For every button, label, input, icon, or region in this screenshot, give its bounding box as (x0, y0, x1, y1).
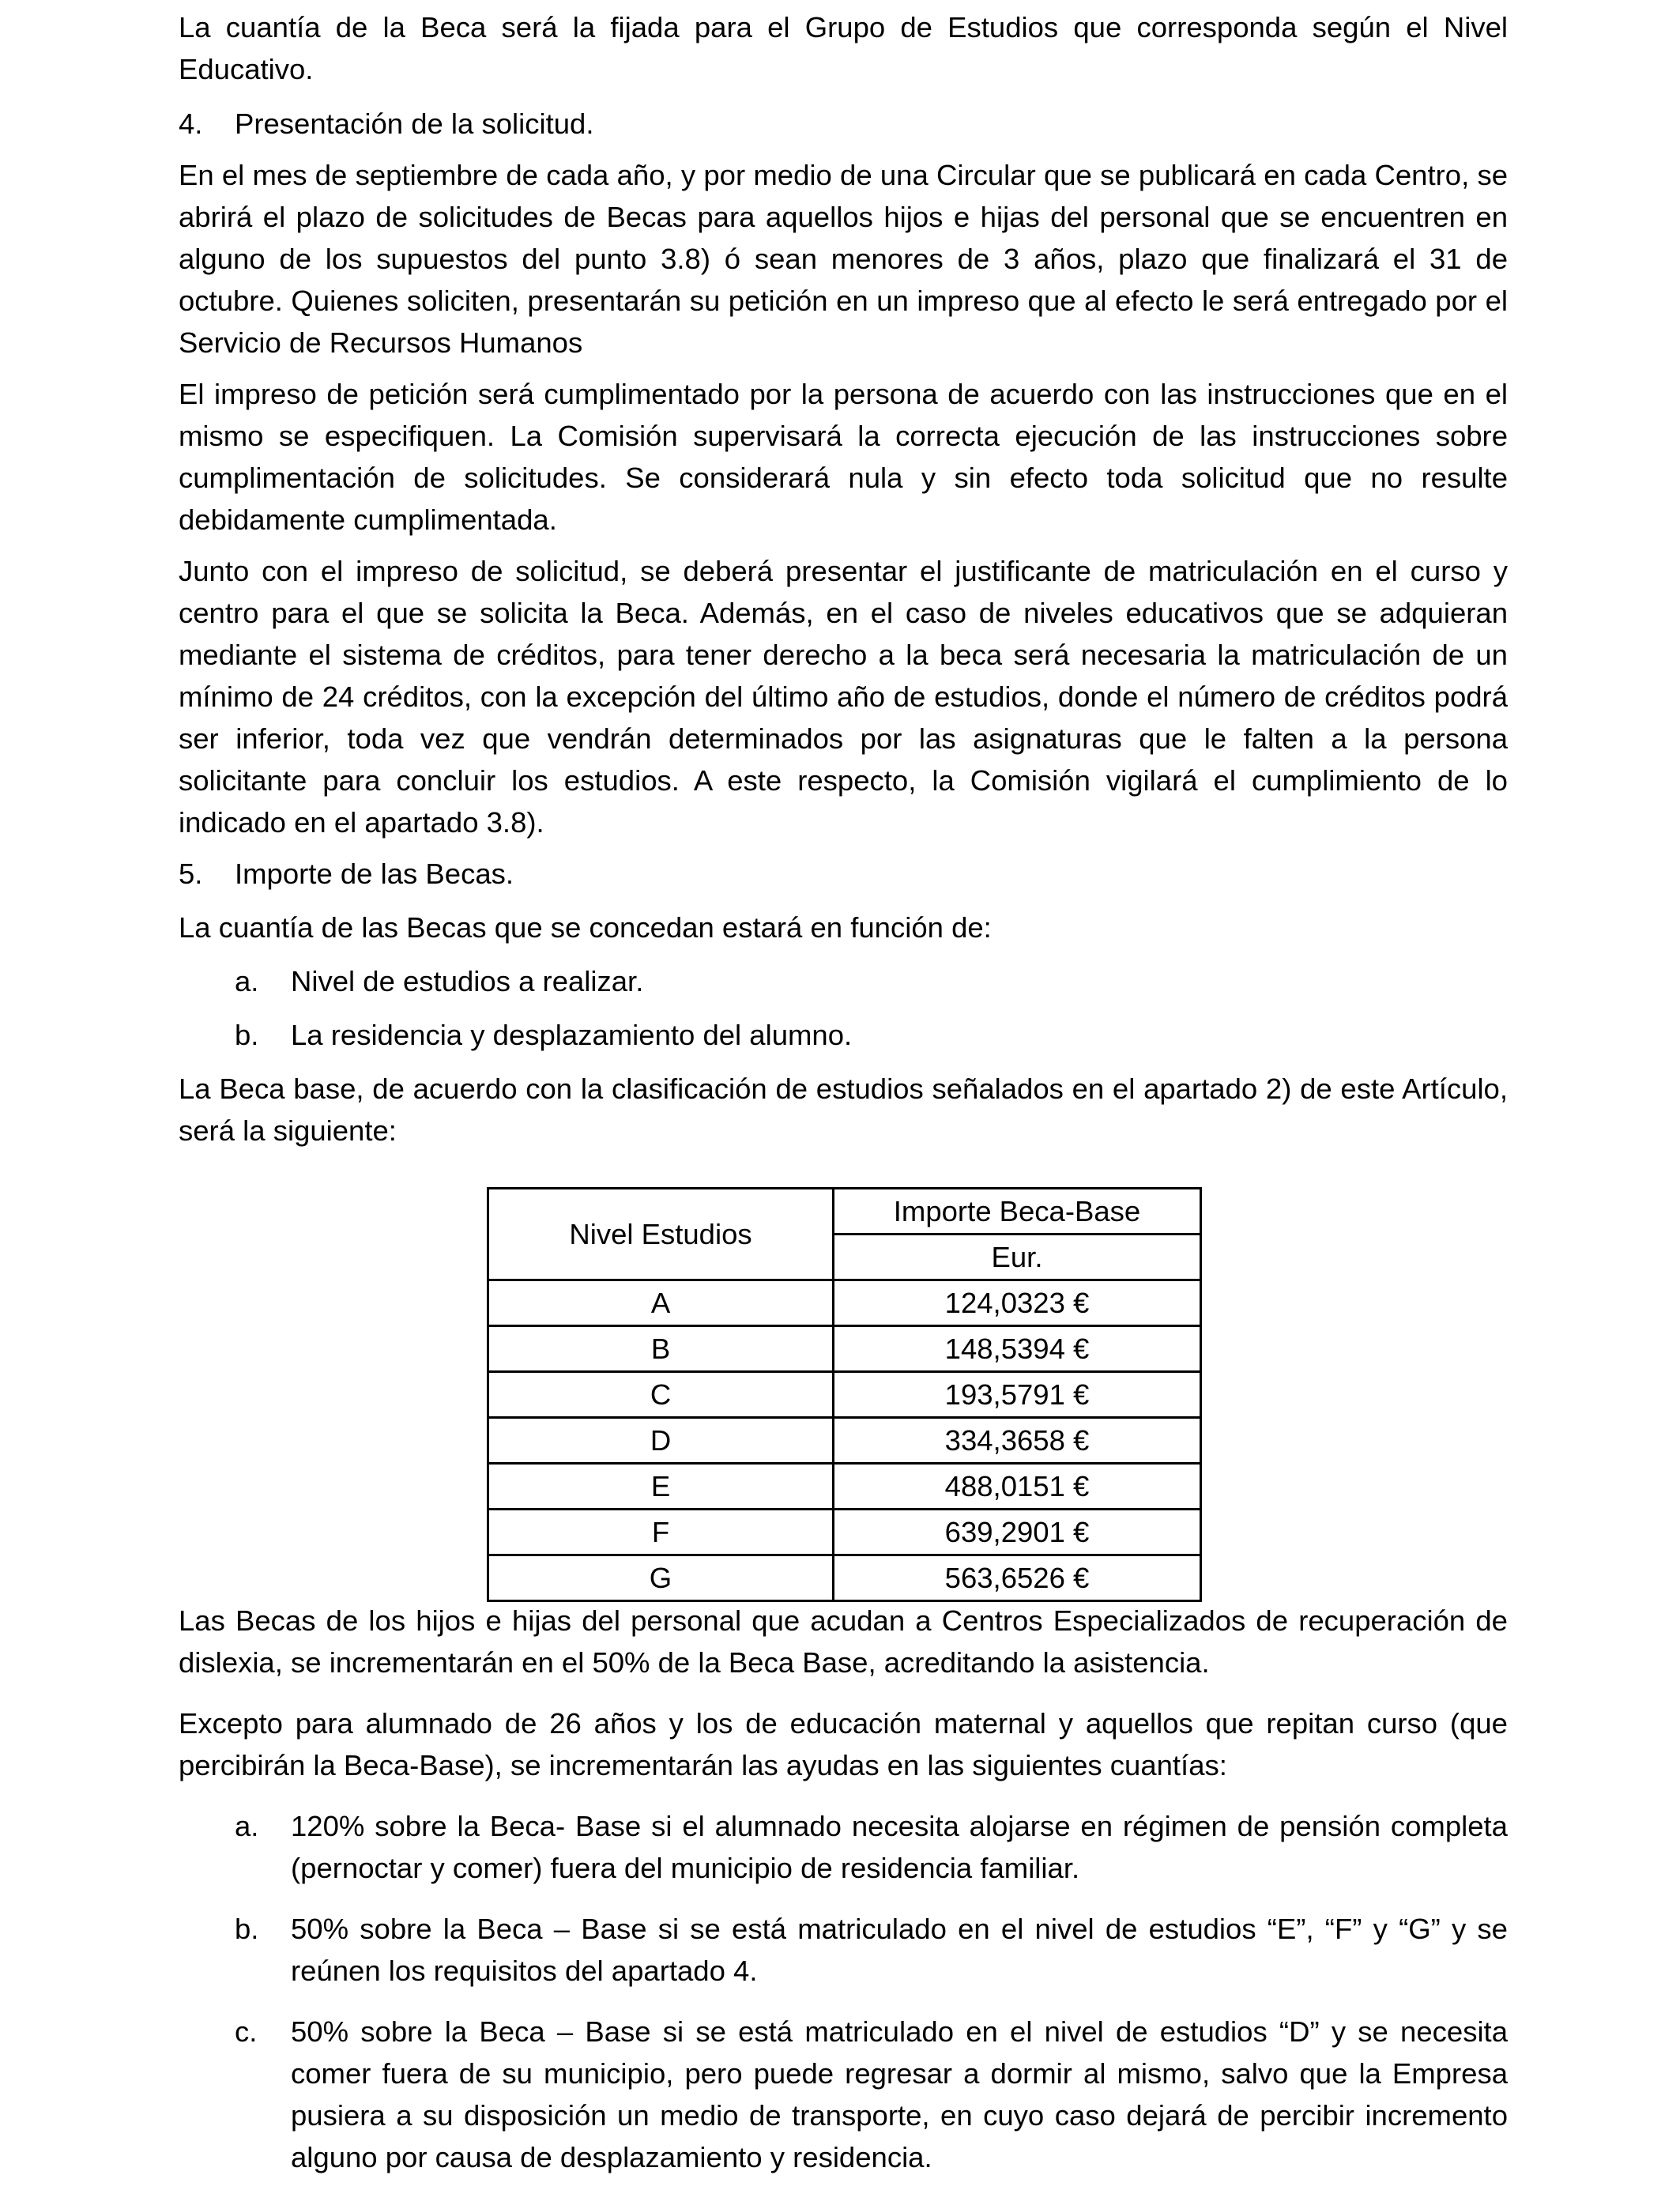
list-item (179, 1014, 1508, 1056)
table-header-nivel: Nivel Estudios (488, 1189, 834, 1280)
list-item (179, 1805, 1508, 1889)
table-cell-importe: 488,0151 € (834, 1464, 1201, 1510)
heading-presentacion (179, 103, 1508, 145)
table-cell-nivel: A (488, 1280, 834, 1326)
section-bottom (179, 1600, 1508, 2178)
table-row (488, 1280, 1201, 1326)
list-text: 120% sobre la Beca- Base si el alumnado necesita alojarse en régimen de pensión completa (pernoctar y comer) fuera del municipio de residencia familiar. (291, 1810, 1508, 1884)
heading-number: 5. (179, 858, 203, 890)
section-top (179, 6, 1508, 1152)
heading-text: Importe de las Becas. (235, 858, 514, 890)
table-cell-importe: 193,5791 € (834, 1372, 1201, 1418)
paragraph-impreso-peticion: El impreso de petición será cumplimentado por la persona de acuerdo con las instrucciones que en el mismo se especifiquen. La Comisión supervisará la correcta ejecución de las instrucciones sobre cumplimentación de solicitudes. Se considerará nula y sin efecto toda solicitud que no resulte debidamente cumplimentada. (179, 378, 1508, 536)
table-row (488, 1326, 1201, 1372)
list-item (179, 2011, 1508, 2178)
paragraph-cuantia-funcion: La cuantía de las Becas que se concedan estará en función de: (179, 911, 992, 944)
paragraph-cuantia-grupo: La cuantía de la Beca será la fijada para el Grupo de Estudios que corresponda según el Nivel Educativo. (179, 11, 1508, 85)
table-cell-nivel: E (488, 1464, 834, 1510)
table-cell-nivel: G (488, 1555, 834, 1601)
paragraph-plazo-solicitudes: En el mes de septiembre de cada año, y por medio de una Circular que se publicará en cada Centro, se abrirá el plazo de solicitudes de Becas para aquellos hijos e hijas del personal que se encuentren en alguno de los supuestos del punto 3.8) ó sean menores de 3 años, plazo que finalizará el 31 de octubre. Quienes soliciten, presentarán su petición en un impreso que al efecto le será entregado por el Servicio de Recursos Humanos (179, 159, 1508, 359)
heading-text: Presentación de la solicitud. (235, 107, 594, 140)
list-marker: a. (235, 1810, 259, 1842)
table-cell-importe: 334,3658 € (834, 1418, 1201, 1464)
table-row (488, 1372, 1201, 1418)
table-header-unit: Eur. (834, 1235, 1201, 1280)
table-header-importe: Importe Beca-Base (834, 1189, 1201, 1235)
beca-base-table (487, 1187, 1202, 1602)
table-cell-importe: 148,5394 € (834, 1326, 1201, 1372)
table-cell-importe: 639,2901 € (834, 1510, 1201, 1555)
table-cell-nivel: C (488, 1372, 834, 1418)
table-cell-importe: 563,6526 € (834, 1555, 1201, 1601)
paragraph-dislexia: Las Becas de los hijos e hijas del personal que acudan a Centros Especializados de recuperación de dislexia, se incrementarán en el 50% de la Beca Base, acreditando la asistencia. (179, 1604, 1508, 1679)
list-text: 50% sobre la Beca – Base si se está matriculado en el nivel de estudios “E”, “F” y “G” y se reúnen los requisitos del apartado 4. (291, 1913, 1508, 1987)
heading-number: 4. (179, 107, 203, 140)
list-item (179, 1908, 1508, 1992)
list-marker: b. (235, 1019, 259, 1051)
table-row (488, 1555, 1201, 1601)
table-cell-nivel: D (488, 1418, 834, 1464)
table-cell-importe: 124,0323 € (834, 1280, 1201, 1326)
list-item (179, 960, 1508, 1002)
paragraph-beca-base: La Beca base, de acuerdo con la clasificación de estudios señalados en el apartado 2) de este Artículo, será la siguiente: (179, 1072, 1508, 1147)
table-row (488, 1464, 1201, 1510)
list-text: 50% sobre la Beca – Base si se está matriculado en el nivel de estudios “D” y se necesita comer fuera de su municipio, pero puede regresar a dormir al mismo, salvo que la Empresa pusiera a su disposición un medio de transporte, en cuyo caso dejará de percibir incremento alguno por causa de desplazamiento y residencia. (291, 2015, 1508, 2173)
list-text: La residencia y desplazamiento del alumno. (291, 1019, 853, 1051)
list-text: Nivel de estudios a realizar. (291, 965, 644, 997)
table-cell-nivel: F (488, 1510, 834, 1555)
heading-importe (179, 853, 1508, 895)
paragraph-justificante-matricula: Junto con el impreso de solicitud, se deberá presentar el justificante de matriculación en el curso y centro para el que se solicita la Beca. Además, en el caso de niveles educativos que se adquieran mediante el sistema de créditos, para tener derecho a la beca será necesaria la matriculación de un mínimo de 24 créditos, con la excepción del último año de estudios, donde el número de créditos podrá ser inferior, toda vez que vendrán determinados por las asignaturas que le falten a la persona solicitante para concluir los estudios. A este respecto, la Comisión vigilará el cumplimiento de lo indicado en el apartado 3.8). (179, 555, 1508, 839)
list-marker: c. (235, 2015, 258, 2048)
table-cell-nivel: B (488, 1326, 834, 1372)
table-header-row (488, 1189, 1201, 1235)
table-row (488, 1418, 1201, 1464)
table-row (488, 1510, 1201, 1555)
paragraph-excepto: Excepto para alumnado de 26 años y los de educación maternal y aquellos que repitan curso (que percibirán la Beca-Base), se incrementarán las ayudas en las siguientes cuantías: (179, 1707, 1508, 1781)
list-marker: b. (235, 1913, 259, 1945)
list-marker: a. (235, 965, 259, 997)
